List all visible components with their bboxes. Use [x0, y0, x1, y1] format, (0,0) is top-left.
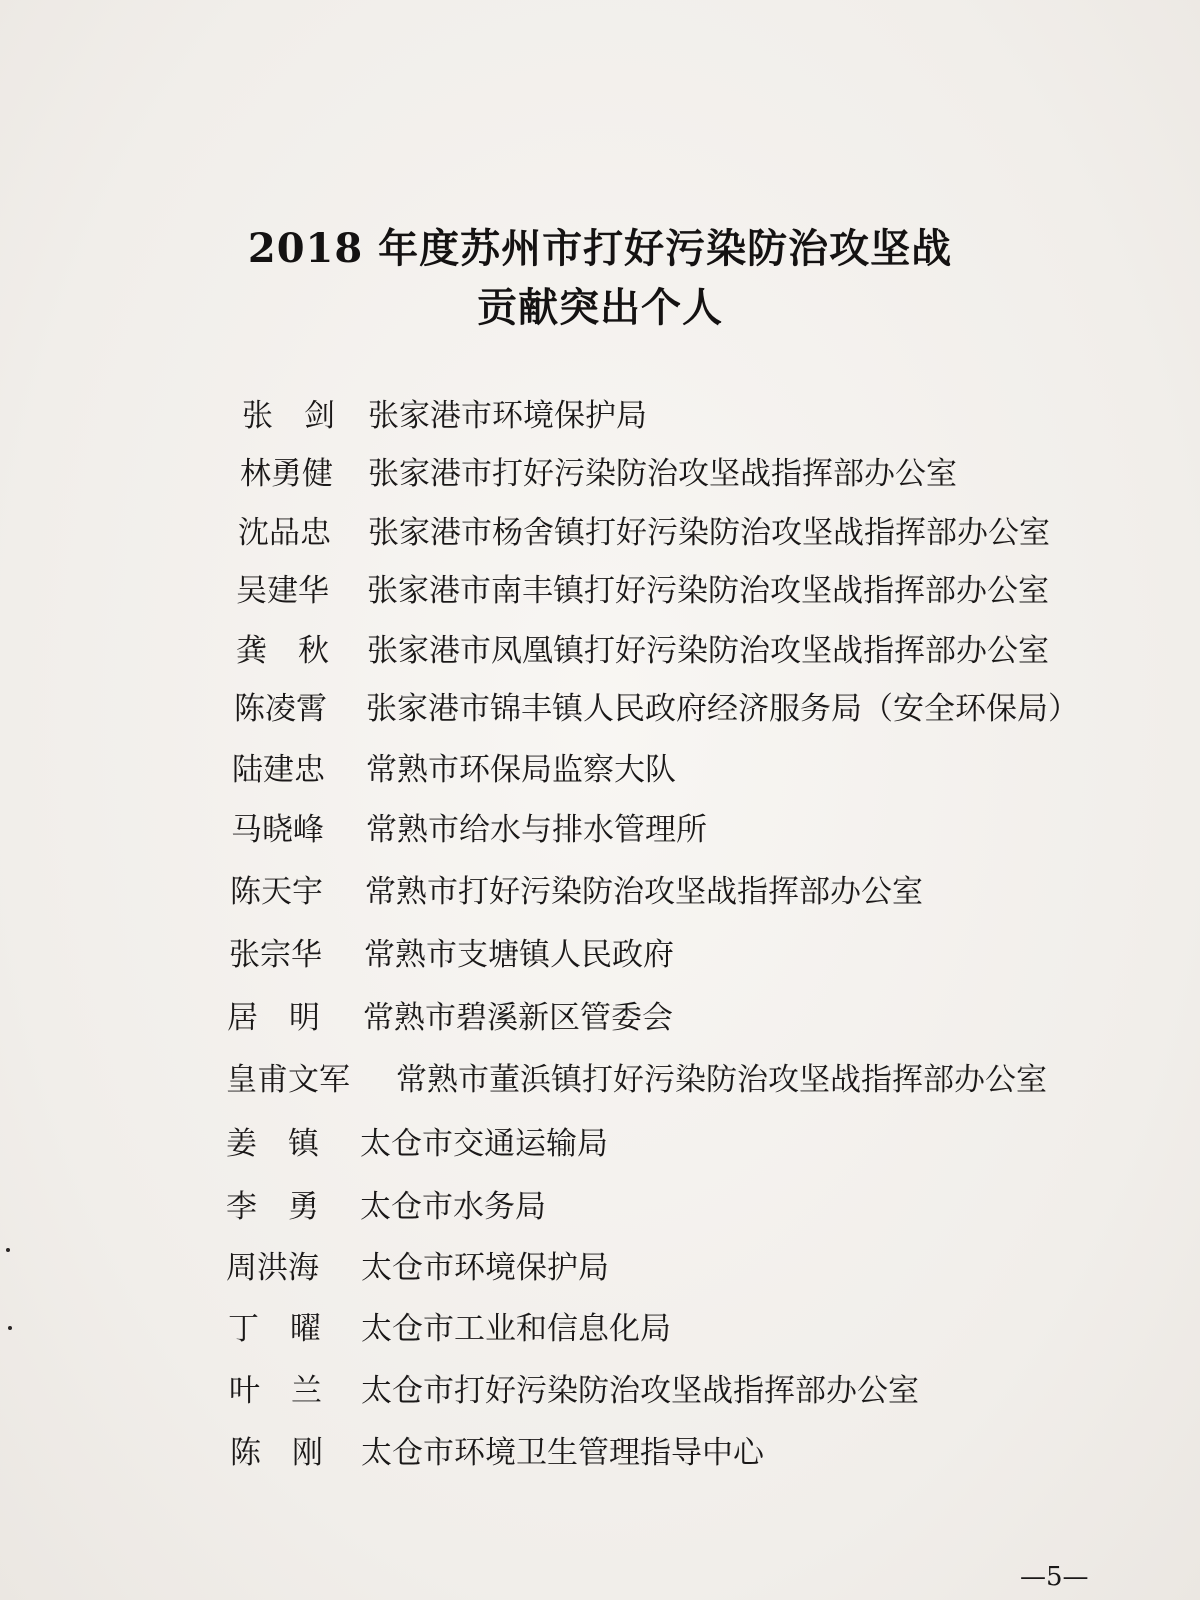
- honoree-organization: 张家港市凤凰镇打好污染防治攻坚战指挥部办公室: [367, 633, 1049, 669]
- honoree-organization: 太仓市环境保护局: [361, 1250, 609, 1286]
- honoree-organization: 张家港市环境保护局: [368, 398, 647, 434]
- document-title-line-1: 2018 年度苏州市打好污染防治攻坚战: [247, 225, 953, 272]
- honoree-organization: 太仓市打好污染防治攻坚战指挥部办公室: [361, 1373, 919, 1409]
- honoree-organization: 常熟市董浜镇打好污染防治攻坚战指挥部办公室: [396, 1062, 1047, 1098]
- honoree-organization: 太仓市交通运输局: [360, 1126, 608, 1162]
- honoree-organization: 常熟市环保局监察大队: [366, 752, 676, 788]
- honoree-organization: 张家港市打好污染防治攻坚战指挥部办公室: [368, 456, 957, 492]
- honoree-name: 马晓峰: [231, 812, 324, 848]
- document-title-line-2: 贡献突出个人: [477, 284, 723, 331]
- honoree-name: 叶 兰: [229, 1373, 322, 1409]
- page-number: —5—: [1020, 1562, 1089, 1592]
- honoree-organization: 张家港市杨舍镇打好污染防治攻坚战指挥部办公室: [368, 515, 1050, 551]
- honoree-organization: 太仓市水务局: [360, 1189, 546, 1225]
- honoree-name: 陈 刚: [230, 1435, 323, 1471]
- honoree-name: 陈天宇: [230, 874, 323, 910]
- honoree-name: 姜 镇: [226, 1126, 319, 1162]
- honoree-organization: 张家港市南丰镇打好污染防治攻坚战指挥部办公室: [367, 573, 1049, 609]
- honoree-name: 张 剑: [242, 398, 335, 434]
- honoree-name: 陆建忠: [232, 752, 325, 788]
- honoree-name: 龚 秋: [236, 633, 329, 669]
- honoree-name: 林勇健: [240, 456, 333, 492]
- honoree-name: 皇甫文军: [226, 1062, 350, 1098]
- honoree-name: 丁 曜: [228, 1311, 321, 1347]
- honoree-name: 张宗华: [229, 937, 322, 973]
- honoree-organization: 常熟市给水与排水管理所: [366, 812, 707, 848]
- honoree-name: 周洪海: [226, 1250, 319, 1286]
- honoree-organization: 常熟市支塘镇人民政府: [364, 937, 674, 973]
- honoree-organization: 常熟市碧溪新区管委会: [363, 1000, 673, 1036]
- honoree-organization: 张家港市锦丰镇人民政府经济服务局（安全环保局）: [366, 691, 1079, 727]
- honoree-organization: 太仓市工业和信息化局: [361, 1311, 671, 1347]
- honoree-name: 居 明: [227, 1000, 320, 1036]
- honoree-name: 陈凌霄: [234, 691, 327, 727]
- honoree-name: 李 勇: [226, 1189, 319, 1225]
- honoree-organization: 常熟市打好污染防治攻坚战指挥部办公室: [365, 874, 923, 910]
- honoree-organization: 太仓市环境卫生管理指导中心: [361, 1435, 764, 1471]
- honoree-name: 吴建华: [236, 573, 329, 609]
- scan-speck: [8, 1326, 12, 1330]
- honoree-name: 沈品忠: [238, 515, 331, 551]
- scan-speck: [6, 1248, 10, 1252]
